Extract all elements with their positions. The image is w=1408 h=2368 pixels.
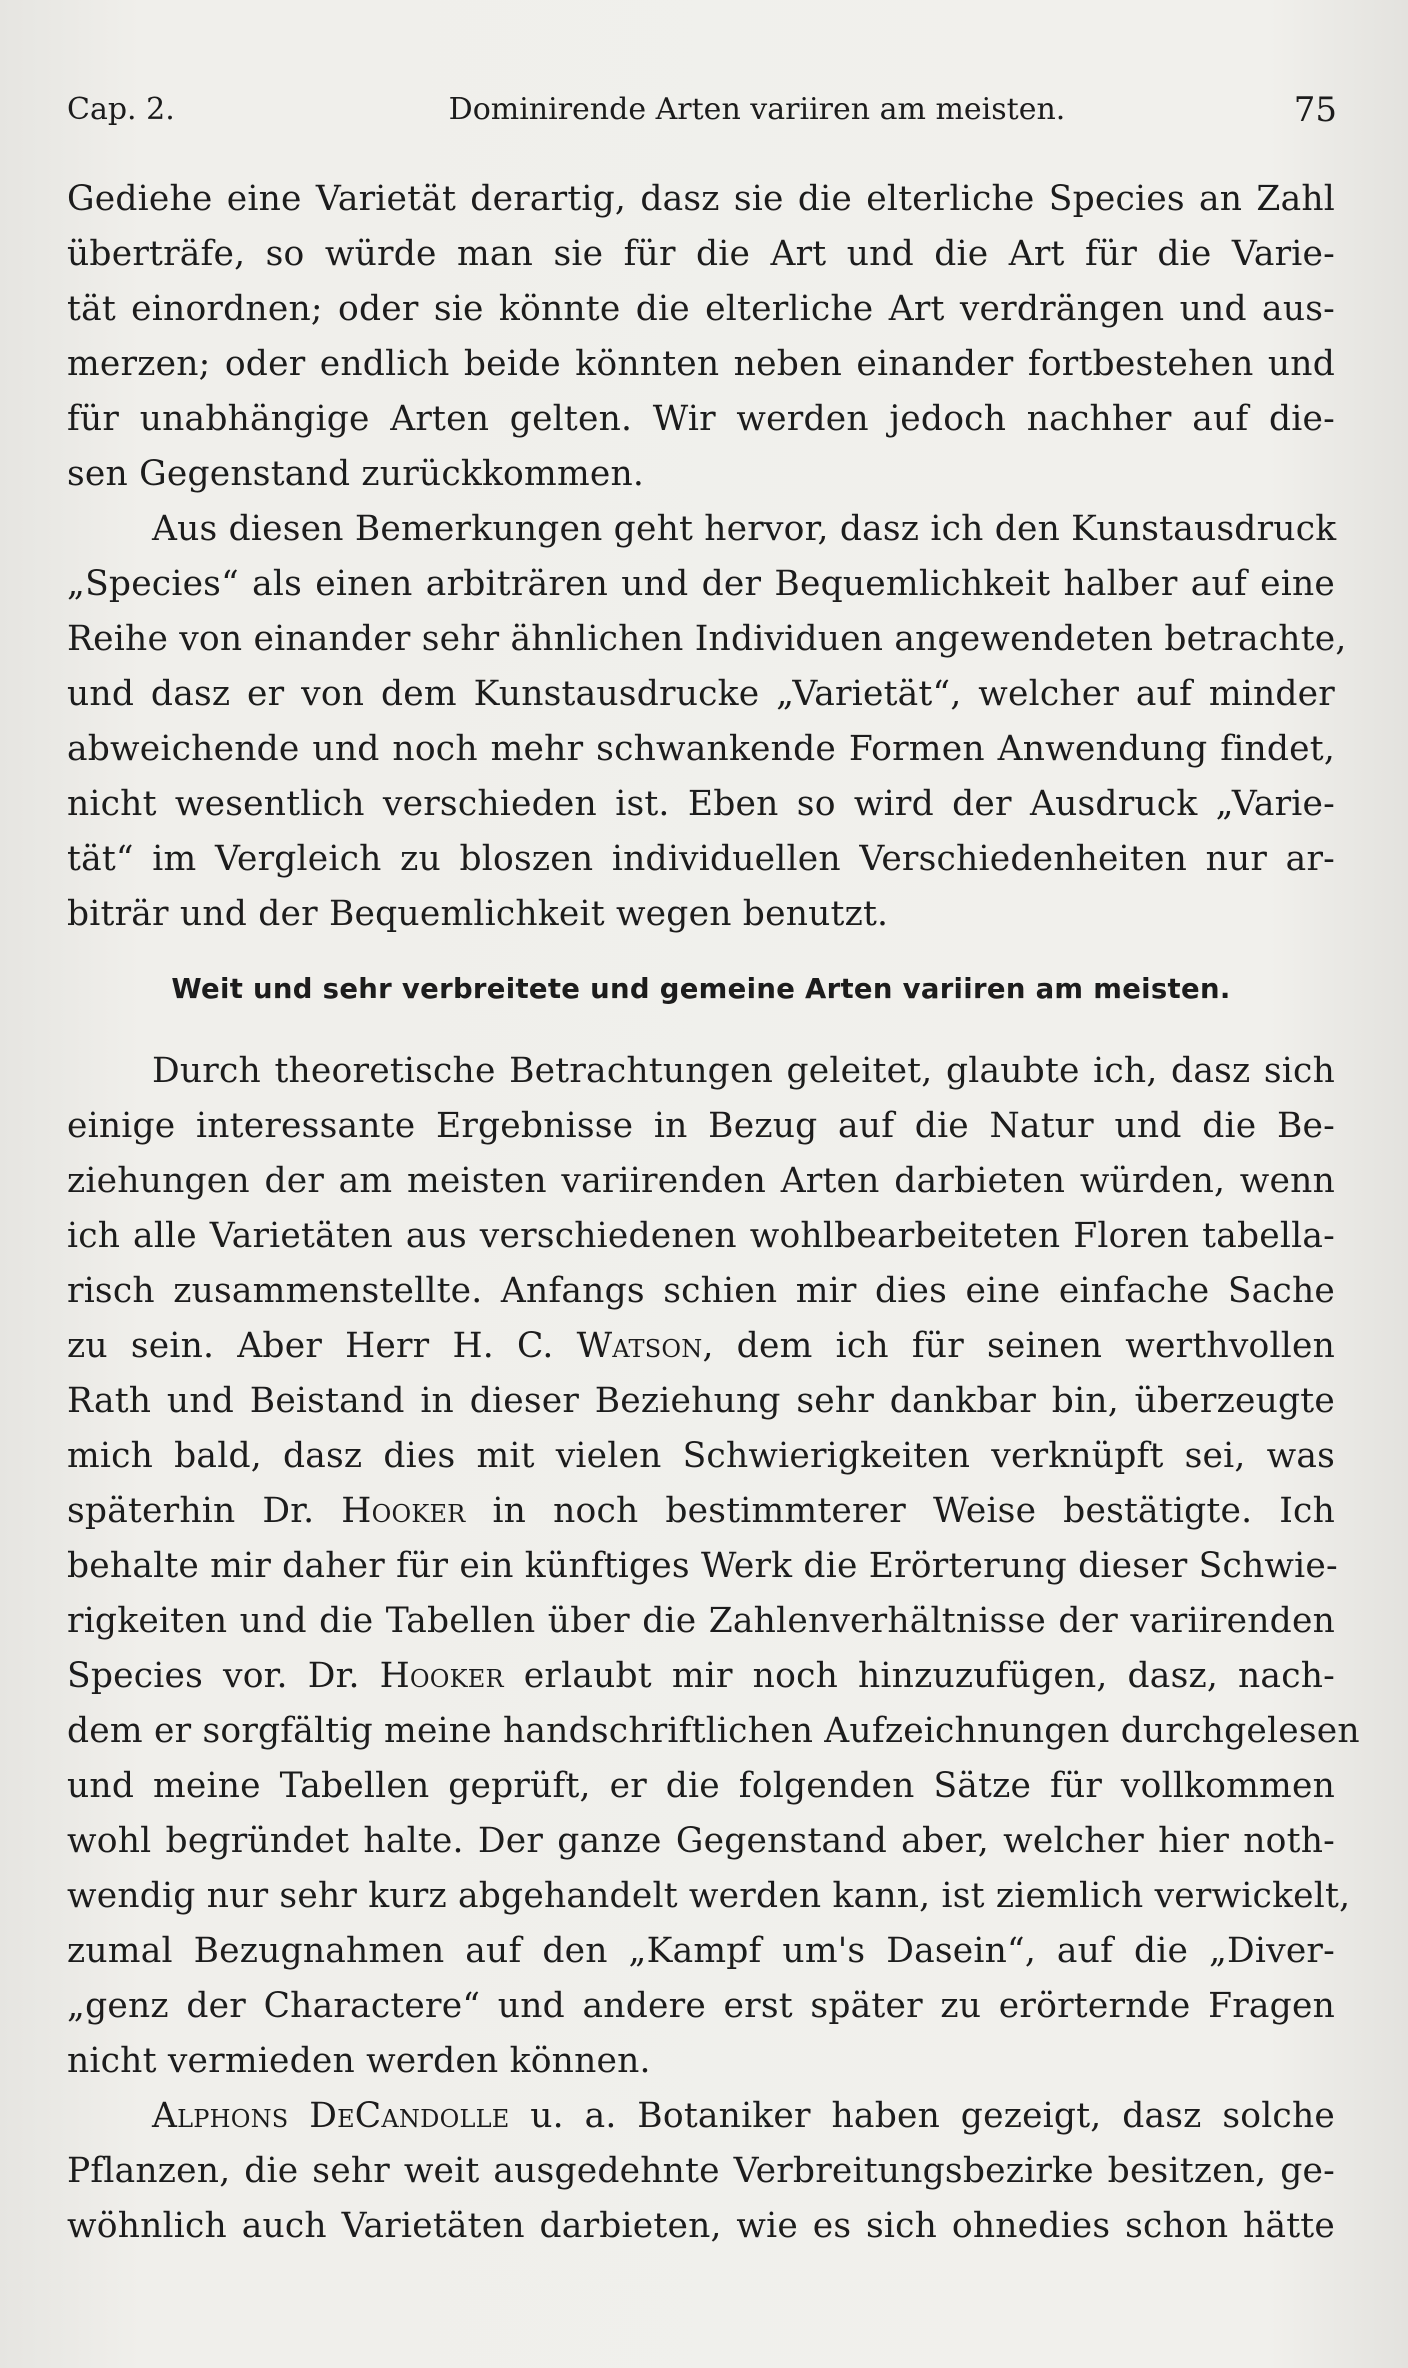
text-run: zu sein. Aber Herr H. C.	[67, 1326, 554, 1366]
paragraph-4	[67, 2089, 1335, 2254]
text-line: wöhnlich auch Varietäten darbieten, wie es sich ohnedies schon hätte	[67, 2206, 1335, 2246]
text-line: wendig nur sehr kurz abgehandelt werden kann, ist ziemlich verwickelt,	[67, 1876, 1351, 1916]
author-name: Hooker	[341, 1491, 466, 1531]
text-line: Rath und Beistand in dieser Beziehung sehr dankbar bin, überzeugte	[67, 1381, 1335, 1421]
text-run: in noch bestimmterer Weise bestätigte. Ich	[465, 1491, 1335, 1531]
text-line: Durch theoretische Betrachtungen geleitet, glaubte ich, dasz sich	[152, 1051, 1335, 1091]
text-line: einige interessante Ergebnisse in Bezug auf die Natur und die Be-	[67, 1106, 1335, 1146]
paragraph-2	[67, 502, 1347, 942]
chapter-label: Cap. 2.	[67, 92, 175, 127]
text-run: Species vor. Dr.	[67, 1656, 360, 1696]
text-line: „Species“ als einen arbiträren und der Bequemlichkeit halber auf eine	[67, 564, 1335, 604]
page-number: 75	[1293, 90, 1337, 130]
text-line: Aus diesen Bemerkungen geht hervor, dasz ich den Kunstausdruck	[152, 509, 1337, 549]
text-line: biträr und der Bequemlichkeit wegen benutzt.	[67, 894, 889, 934]
section-heading: Weit und sehr verbreitete und gemeine Arten variiren am meisten.	[171, 973, 1231, 1005]
text-run: u. a. Botaniker haben gezeigt, dasz solche	[509, 2096, 1335, 2136]
text-line: Gediehe eine Varietät derartig, dasz sie die elterliche Species an Zahl	[67, 179, 1335, 219]
running-head	[67, 88, 1337, 132]
text-line: nicht wesentlich verschieden ist. Eben so wird der Ausdruck „Varie-	[67, 784, 1335, 824]
text-line: sen Gegenstand zurückkommen.	[67, 454, 645, 494]
text-line: rigkeiten und die Tabellen über die Zahlenverhältnisse der variirenden	[67, 1601, 1335, 1641]
text-line: wohl begründet halte. Der ganze Gegenstand aber, welcher hier noth-	[67, 1821, 1335, 1861]
text-line: Pflanzen, die sehr weit ausgedehnte Verbreitungsbezirke besitzen, ge-	[67, 2151, 1335, 2191]
text-line: merzen; oder endlich beide könnten neben einander fortbestehen und	[67, 344, 1335, 384]
text-line	[67, 1319, 1335, 1374]
text-line: zumal Bezugnahmen auf den „Kampf um's Dasein“, auf die „Diver-	[67, 1931, 1335, 1971]
text-line: mich bald, dasz dies mit vielen Schwierigkeiten verknüpft sei, was	[67, 1436, 1335, 1476]
paragraph-3	[67, 1044, 1360, 2089]
text-line: Reihe von einander sehr ähnlichen Individuen angewendeten betrachte,	[67, 619, 1347, 659]
text-line: risch zusammenstellte. Anfangs schien mir dies eine einfache Sache	[67, 1271, 1335, 1311]
text-run: , dem ich für seinen werthvollen	[702, 1326, 1335, 1366]
text-line	[67, 2089, 1335, 2144]
text-line: überträfe, so würde man sie für die Art und die Art für die Varie-	[67, 234, 1335, 274]
text-line: ich alle Varietäten aus verschiedenen wohlbearbeiteten Floren tabella-	[67, 1216, 1335, 1256]
text-run: erlaubt mir noch hinzuzufügen, dasz, nach-	[503, 1656, 1335, 1696]
author-name: Alphons DeCandolle	[152, 2096, 510, 2136]
text-line: „genz der Charactere“ und andere erst später zu erörternde Fragen	[67, 1986, 1335, 2026]
author-name: Watson	[576, 1326, 703, 1366]
text-line: tät“ im Vergleich zu bloszen individuellen Verschiedenheiten nur ar-	[67, 839, 1335, 879]
text-line: nicht vermieden werden können.	[67, 2041, 651, 2081]
text-line: abweichende und noch mehr schwankende Formen Anwendung findet,	[67, 729, 1335, 769]
text-line: für unabhängige Arten gelten. Wir werden jedoch nachher auf die-	[67, 399, 1335, 439]
text-line: ziehungen der am meisten variirenden Arten darbieten würden, wenn	[67, 1161, 1335, 1201]
running-title: Dominirende Arten variiren am meisten.	[448, 92, 1066, 127]
text-line: und meine Tabellen geprüft, er die folgenden Sätze für vollkommen	[67, 1766, 1335, 1806]
text-run: späterhin Dr.	[67, 1491, 315, 1531]
text-line: dem er sorgfältig meine handschriftlichen Aufzeichnungen durchgelesen	[67, 1711, 1360, 1751]
author-name: Hooker	[379, 1656, 504, 1696]
text-line: tät einordnen; oder sie könnte die elterliche Art verdrängen und aus-	[67, 289, 1335, 329]
text-line	[67, 1649, 1335, 1704]
paragraph-1	[67, 172, 1335, 502]
text-line	[67, 1484, 1335, 1539]
text-line: behalte mir daher für ein künftiges Werk die Erörterung dieser Schwie-	[67, 1546, 1338, 1586]
body-text	[67, 172, 1360, 2254]
text-line: und dasz er von dem Kunstausdrucke „Varietät“, welcher auf minder	[67, 674, 1335, 714]
